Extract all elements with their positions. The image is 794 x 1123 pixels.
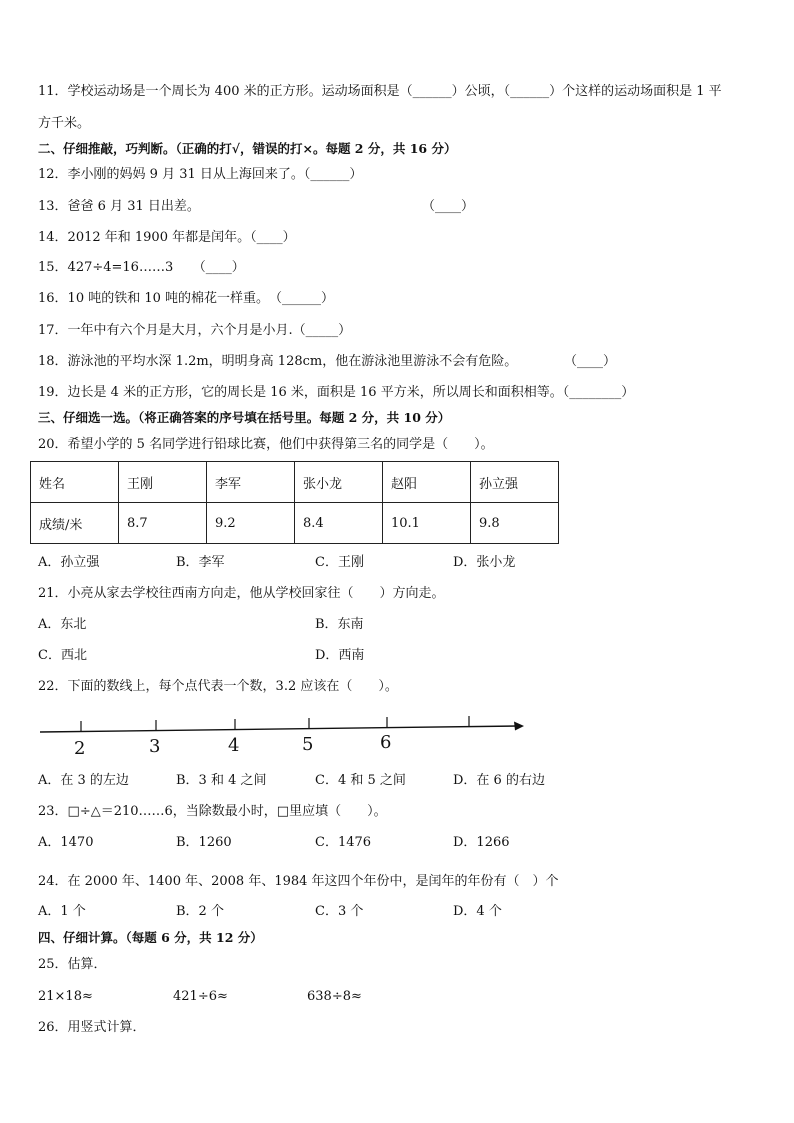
table-header-cell: 张小龙 <box>295 462 383 503</box>
number-line-arrow <box>514 722 524 731</box>
q24-option-c: C．3 个 <box>315 904 364 919</box>
section-4-heading: 四、仔细计算。（每题 6 分，共 12 分） <box>38 930 263 945</box>
number-line-label: 5 <box>302 734 314 755</box>
number-line-axis <box>40 726 518 732</box>
table-header-cell: 王刚 <box>119 462 207 503</box>
estimate-item-3: 638÷8≈ <box>307 989 362 1004</box>
q21-option-d: D．西南 <box>315 648 365 663</box>
table-row <box>31 462 559 503</box>
question-13-blank: （____） <box>422 199 475 214</box>
question-15: 15．427÷4=16……3 （____） <box>38 260 245 275</box>
number-line-label: 3 <box>149 736 161 757</box>
table-header-cell: 孙立强 <box>471 462 559 503</box>
question-14: 14．2012 年和 1900 年都是闰年。（____） <box>38 230 296 245</box>
q22-option-b: B．3 和 4 之间 <box>176 773 267 788</box>
question-21-stem: 21．小亮从家去学校往西南方向走，他从学校回家往（ ）方向走。 <box>38 586 445 601</box>
q21-option-c: C．西北 <box>38 648 87 663</box>
q24-option-b: B．2 个 <box>176 904 224 919</box>
question-12: 12．李小刚的妈妈 9 月 31 日从上海回来了。（______） <box>38 167 363 182</box>
q20-option-a: A．孙立强 <box>38 555 100 570</box>
q21-option-a: A．东北 <box>38 617 87 632</box>
question-18-blank: （____） <box>564 354 617 369</box>
number-line-label: 4 <box>228 735 240 756</box>
question-25-stem: 25．估算． <box>38 957 107 972</box>
table-cell: 9.2 <box>207 503 295 544</box>
question-22-stem: 22．下面的数线上，每个点代表一个数，3.2 应该在（ ）。 <box>38 679 398 694</box>
question-24-stem: 24．在 2000 年、1400 年、2008 年、1984 年这四个年份中，是闰年的年份有（ ）个 <box>38 874 559 889</box>
section-3-heading: 三、仔细选一选。（将正确答案的序号填在括号里。每题 2 分，共 10 分） <box>38 410 451 425</box>
question-26-stem: 26．用竖式计算． <box>38 1020 146 1035</box>
question-20-stem: 20．希望小学的 5 名同学进行铅球比赛，他们中获得第三名的同学是（ ）。 <box>38 437 494 452</box>
q20-option-b: B．李军 <box>176 555 225 570</box>
q23-option-b: B．1260 <box>176 835 232 850</box>
table-header-cell: 李军 <box>207 462 295 503</box>
q23-option-c: C．1476 <box>315 835 372 850</box>
q22-option-a: A．在 3 的左边 <box>38 773 129 788</box>
question-11-line2: 方千米。 <box>38 116 91 131</box>
question-19: 19．边长是 4 米的正方形，它的周长是 16 米，面积是 16 平方米，所以周长和面积相等。（________） <box>38 385 635 400</box>
table-cell: 10.1 <box>383 503 471 544</box>
question-11-line1: 11．学校运动场是一个周长为 400 米的正方形。运动场面积是（______）公顷，（______）个这样的运动场面积是 1 平 <box>38 84 722 99</box>
number-line-label: 6 <box>380 732 392 753</box>
q23-option-d: D．1266 <box>453 835 510 850</box>
q24-option-a: A．1 个 <box>38 904 86 919</box>
q21-option-b: B．东南 <box>315 617 364 632</box>
number-line <box>38 708 538 763</box>
question-17: 17．一年中有六个月是大月，六个月是小月.（_____） <box>38 323 352 338</box>
question-23-stem: 23．□÷△＝210……6，当除数最小时，□里应填（ ）。 <box>38 804 387 819</box>
table-cell: 9.8 <box>471 503 559 544</box>
table-cell: 8.7 <box>119 503 207 544</box>
table-header-cell: 姓名 <box>31 462 119 503</box>
score-table <box>30 461 559 544</box>
estimate-item-1: 21×18≈ <box>38 989 93 1004</box>
table-cell: 8.4 <box>295 503 383 544</box>
q23-option-a: A．1470 <box>38 835 94 850</box>
table-cell: 成绩/米 <box>31 503 119 544</box>
estimate-item-2: 421÷6≈ <box>173 989 228 1004</box>
q24-option-d: D．4 个 <box>453 904 502 919</box>
q22-option-d: D．在 6 的右边 <box>453 773 545 788</box>
question-16: 16．10 吨的铁和 10 吨的棉花一样重。 （______） <box>38 291 335 306</box>
q20-option-c: C．王刚 <box>315 555 364 570</box>
q22-option-c: C．4 和 5 之间 <box>315 773 406 788</box>
question-18: 18．游泳池的平均水深 1.2m，明明身高 128cm，他在游泳池里游泳不会有危险。 <box>38 354 518 369</box>
question-13: 13．爸爸 6 月 31 日出差。 <box>38 199 200 214</box>
q20-option-d: D．张小龙 <box>453 555 516 570</box>
number-line-label: 2 <box>74 738 86 759</box>
table-header-cell: 赵阳 <box>383 462 471 503</box>
table-row <box>31 503 559 544</box>
section-2-heading: 二、仔细推敲，巧判断。（正确的打√，错误的打×。每题 2 分，共 16 分） <box>38 141 457 156</box>
